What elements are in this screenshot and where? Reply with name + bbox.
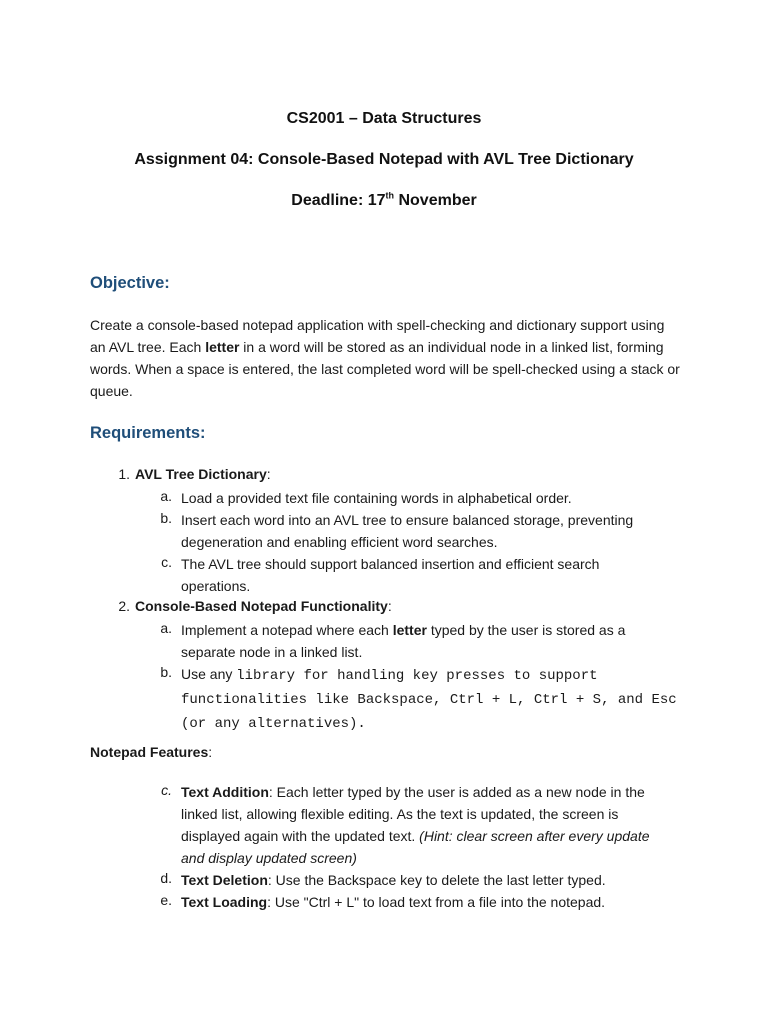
deadline-line xyxy=(0,192,768,210)
list-number-2: 2. xyxy=(118,598,130,614)
objective-paragraph xyxy=(90,314,680,402)
deadline-prefix: Deadline: 17 xyxy=(291,192,386,209)
sub-letter-e: e. xyxy=(160,892,172,908)
course-title: CS2001 – Data Structures xyxy=(286,110,482,127)
avl-dictionary-title: AVL Tree Dictionary xyxy=(135,466,267,482)
notepad-features-heading xyxy=(90,744,212,760)
sub-letter-c: c. xyxy=(161,782,172,798)
sub-item-2a-text-1: Implement a notepad where each xyxy=(181,622,393,638)
deadline-superscript: th xyxy=(385,190,395,201)
requirements-heading: Requirements: xyxy=(90,424,206,442)
list-number-1: 1. xyxy=(118,466,130,482)
sub-letter-2a: a. xyxy=(160,620,172,636)
sub-letter-1a: a. xyxy=(160,488,172,504)
text-loading-title: Text Loading xyxy=(181,894,268,910)
sub-item-1a: Load a provided text file containing words in alphabetical order. xyxy=(181,490,572,506)
sub-item-2a xyxy=(181,619,651,663)
text-addition-hint: (Hint: clear screen after every update and display updated screen) xyxy=(181,828,650,866)
sub-letter-1c: c. xyxy=(161,554,172,570)
text-deletion-body: : Use the Backspace key to delete the last letter typed. xyxy=(267,872,606,888)
sub-item-2a-bold: letter xyxy=(392,622,427,638)
sub-item-2b-text: Use any xyxy=(181,666,237,682)
objective-heading: Objective: xyxy=(90,274,170,292)
avl-dictionary-colon: : xyxy=(266,466,271,482)
objective-text-1: Create a console-based notepad application with spell-checking and dictionary support using an AVL tree. Each xyxy=(90,317,665,355)
notepad-features-title: Notepad Features xyxy=(90,744,209,760)
feature-text-addition xyxy=(181,781,676,869)
sub-letter-1b: b. xyxy=(160,510,172,526)
sub-item-1b: Insert each word into an AVL tree to ensure balanced storage, preventing degeneration and enabling efficient word searches. xyxy=(181,512,634,550)
notepad-functionality-colon: : xyxy=(387,598,392,614)
text-addition-body: : Each letter typed by the user is added as a new node in the linked list, allowing flexible editing. As the text is updated, the screen is displayed again with the updated text. xyxy=(181,784,645,844)
sub-letter-2b: b. xyxy=(160,664,172,680)
feature-text-deletion xyxy=(181,869,681,891)
assignment-title: Assignment 04: Console-Based Notepad with AVL Tree Dictionary xyxy=(134,151,634,168)
deadline-month: November xyxy=(394,192,477,209)
objective-text-2: in a word will be stored as an individual node in a linked list, forming words. When a space is entered, the last completed word will be spell-checked using a stack or queue. xyxy=(90,339,680,399)
list-item-avl-dictionary xyxy=(135,466,271,482)
notepad-features-colon: : xyxy=(208,744,213,760)
list-item-notepad-functionality xyxy=(135,598,392,614)
sub-item-2b-code: library for handling key presses to support functionalities like Backspace, Ctrl + L, Ctrl + S, and Esc (or any alternatives). xyxy=(181,668,677,732)
text-loading-body: : Use "Ctrl + L" to load text from a file into the notepad. xyxy=(267,894,606,910)
notepad-functionality-title: Console-Based Notepad Functionality xyxy=(135,598,388,614)
sub-item-2b xyxy=(181,663,681,735)
text-deletion-title: Text Deletion xyxy=(181,872,268,888)
sub-letter-d: d. xyxy=(160,870,172,886)
objective-bold-letter: letter xyxy=(205,339,240,355)
sub-item-2a-text-2: typed by the user is stored as a separate node in a linked list. xyxy=(181,622,626,660)
sub-item-1c: The AVL tree should support balanced insertion and efficient search operations. xyxy=(181,556,600,594)
text-addition-title: Text Addition xyxy=(181,784,269,800)
feature-text-loading xyxy=(181,891,681,913)
